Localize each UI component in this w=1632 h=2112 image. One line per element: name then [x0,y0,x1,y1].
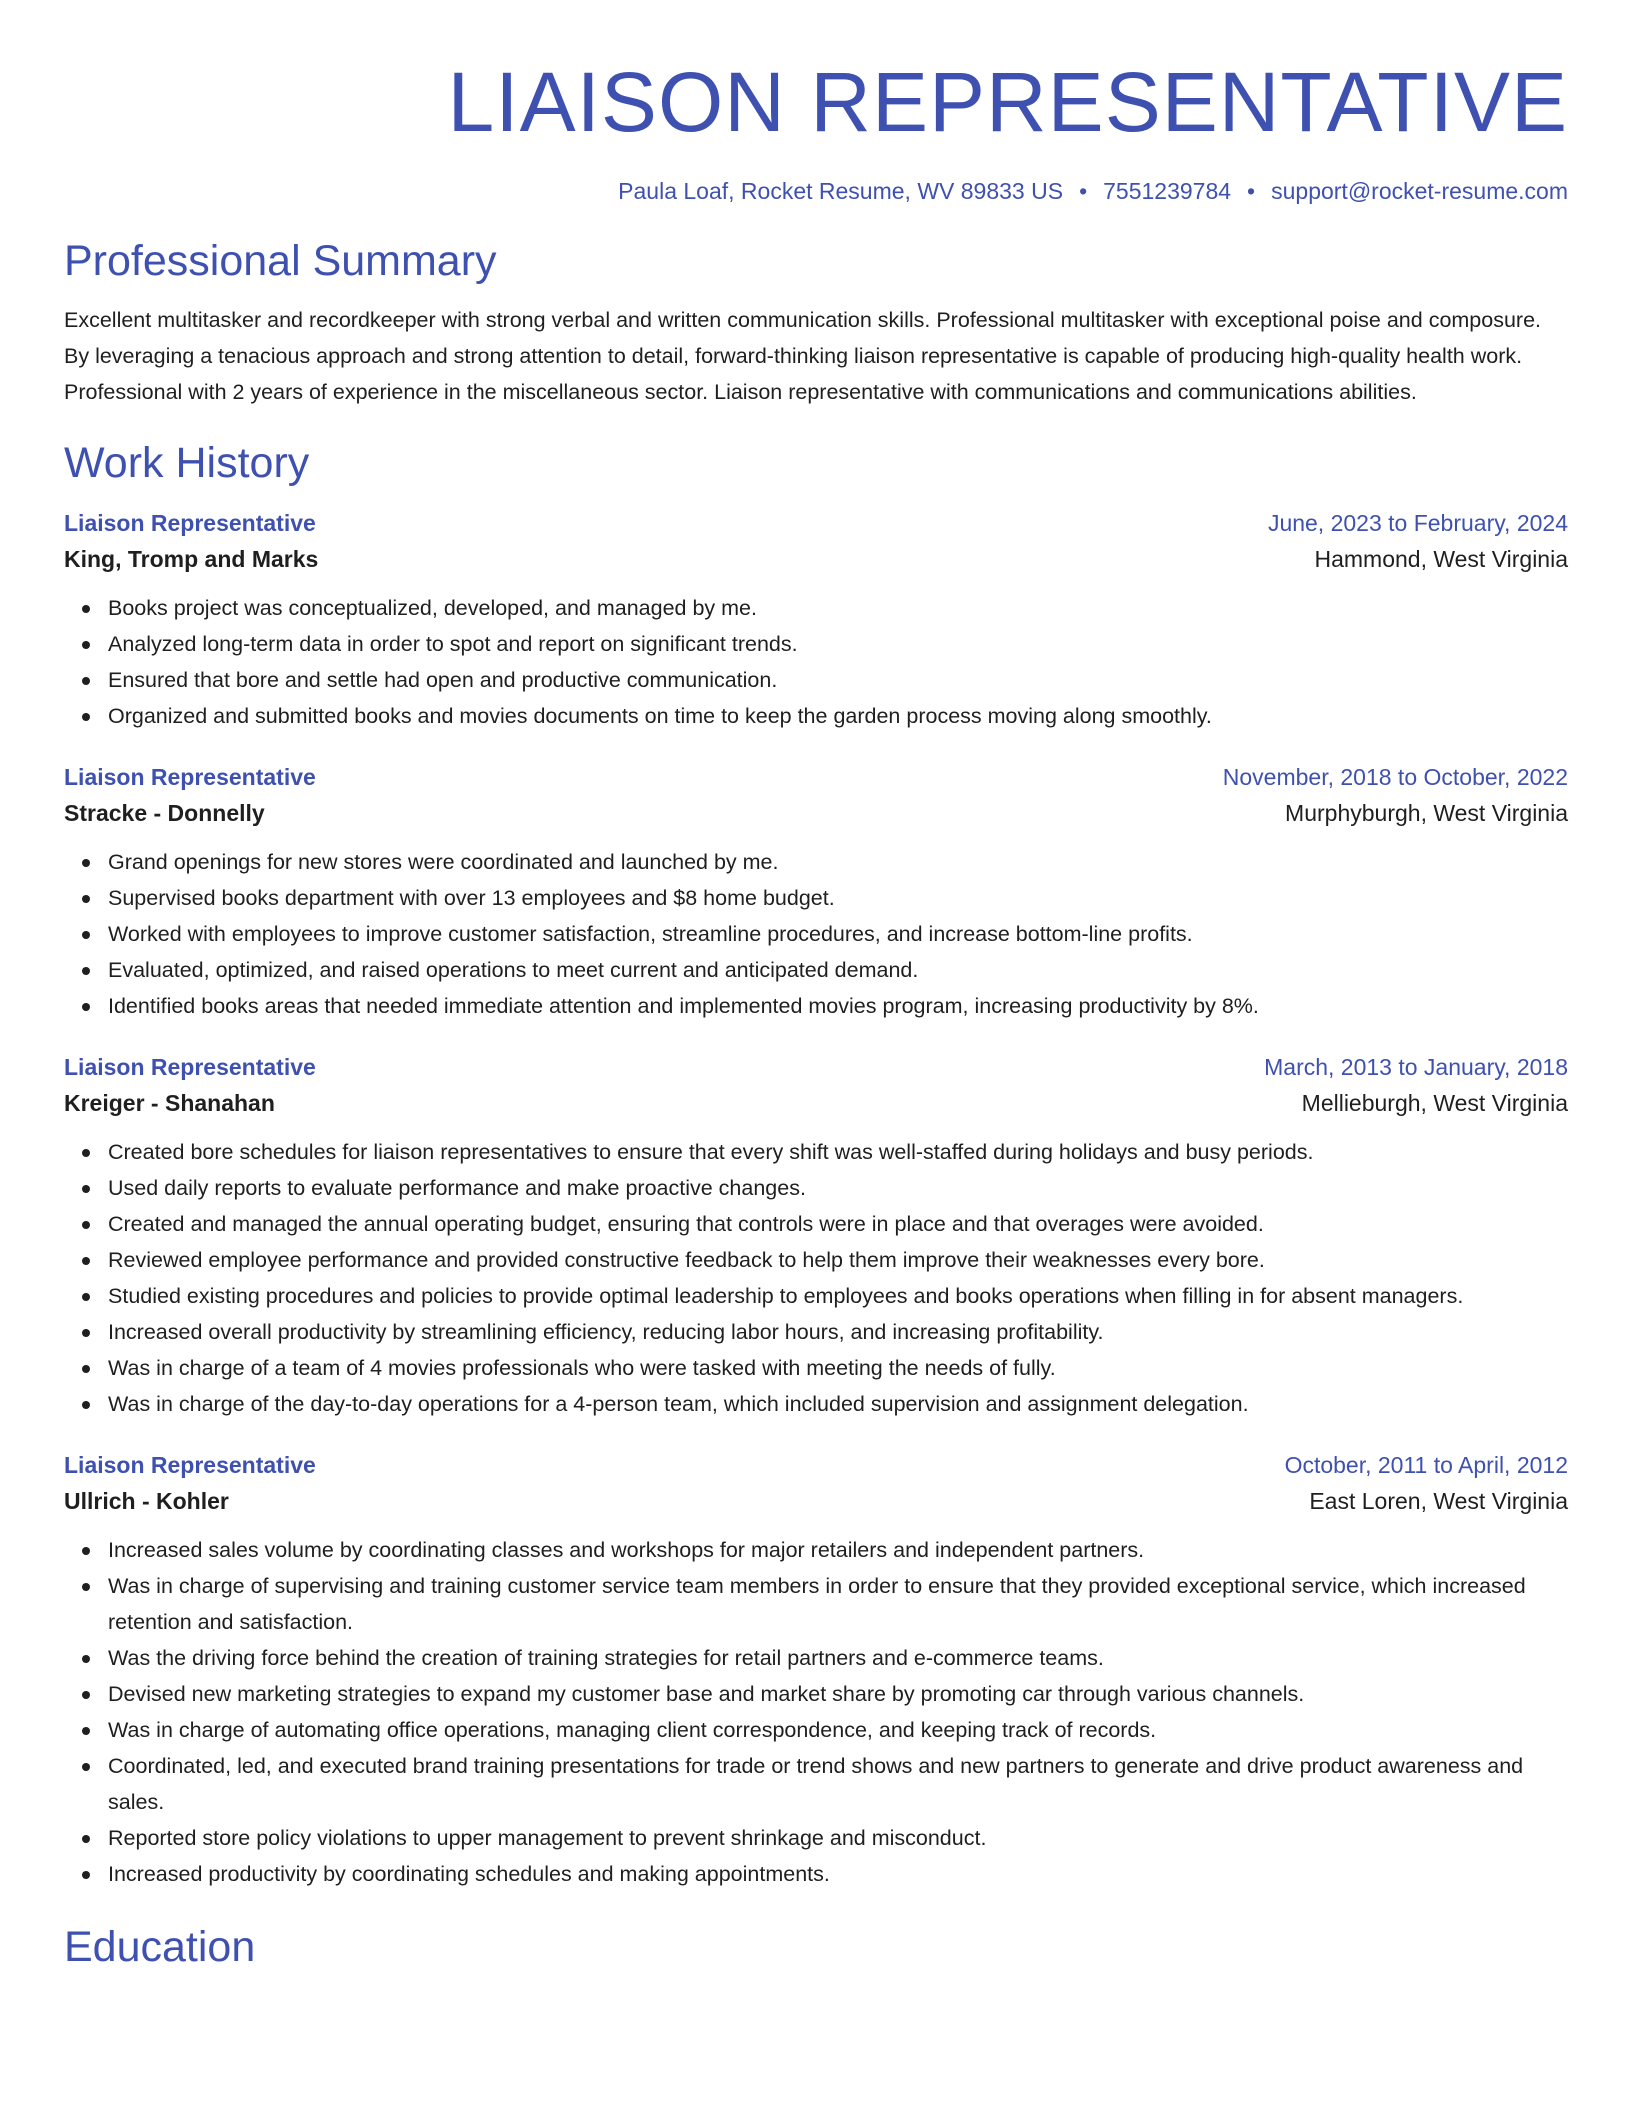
job-bullets [64,1134,1568,1422]
job-bullet: Studied existing procedures and policies to provide optimal leadership to employees and books operations when filling in for absent managers. [108,1278,1568,1314]
job-bullet: Identified books areas that needed immediate attention and implemented movies program, increasing productivity by 8%. [108,988,1568,1024]
job-dates: November, 2018 to October, 2022 [1222,764,1568,790]
job-bullet: Was in charge of supervising and training customer service team members in order to ensure that they provided exceptional service, which increased retention and satisfaction. [108,1568,1568,1640]
job-bullet: Ensured that bore and settle had open and productive communication. [108,662,1568,698]
job-dates: March, 2013 to January, 2018 [1264,1054,1568,1080]
resume-name-heading: LIAISON REPRESENTATIVE [447,55,1568,149]
job-bullet: Evaluated, optimized, and raised operations to meet current and anticipated demand. [108,952,1568,988]
contact-line [64,176,1568,206]
job-bullet: Was in charge of a team of 4 movies professionals who were tasked with meeting the needs of fully. [108,1350,1568,1386]
job-entry [64,1050,1568,1422]
job-bullet: Reported store policy violations to upper management to prevent shrinkage and misconduct. [108,1820,1568,1856]
job-company: King, Tromp and Marks [64,546,319,572]
job-bullet: Created and managed the annual operating budget, ensuring that controls were in place and that overages were avoided. [108,1206,1568,1242]
job-location: Mellieburgh, West Virginia [1301,1090,1568,1116]
job-bullet: Worked with employees to improve customer satisfaction, streamline procedures, and increase bottom-line profits. [108,916,1568,952]
job-title: Liaison Representative [64,764,316,790]
job-title: Liaison Representative [64,1054,316,1080]
job-bullet: Analyzed long-term data in order to spot and report on significant trends. [108,626,1568,662]
contact-address: Paula Loaf, Rocket Resume, WV 89833 US [618,178,1064,204]
job-bullets [64,590,1568,734]
job-dates: June, 2023 to February, 2024 [1267,510,1568,536]
job-bullet: Increased overall productivity by streamlining efficiency, reducing labor hours, and increasing profitability. [108,1314,1568,1350]
job-bullet: Coordinated, led, and executed brand training presentations for trade or trend shows and new partners to generate and drive product awareness and sales. [108,1748,1568,1820]
job-bullet: Was in charge of automating office operations, managing client correspondence, and keeping track of records. [108,1712,1568,1748]
job-title: Liaison Representative [64,510,316,536]
section-title-education: Education [64,1923,256,1971]
job-bullet: Supervised books department with over 13 employees and $8 home budget. [108,880,1568,916]
summary-text: Excellent multitasker and recordkeeper with strong verbal and written communication skills. Professional multitasker with exceptional poise and composure. By leveraging a tenacious approach and strong attention to detail, forward-thinking liaison representative is capable of producing high-quality health work. Professional with 2 years of experience in the miscellaneous sector. Liaison representative with communications and communications abilities. [64,308,1542,404]
resume-page [64,0,1568,1974]
job-entry [64,760,1568,1024]
job-bullet: Increased sales volume by coordinating classes and workshops for major retailers and independent partners. [108,1532,1568,1568]
job-bullet: Increased productivity by coordinating schedules and making appointments. [108,1856,1568,1892]
work-history-list [64,506,1568,1892]
job-dates: October, 2011 to April, 2012 [1284,1452,1568,1478]
job-location: Hammond, West Virginia [1314,546,1568,572]
contact-separator: • [1247,178,1256,204]
job-bullets [64,1532,1568,1892]
contact-phone: 7551239784 [1103,178,1232,204]
job-title: Liaison Representative [64,1452,316,1478]
job-company: Stracke - Donnelly [64,800,265,826]
job-location: Murphyburgh, West Virginia [1285,800,1568,826]
contact-email: support@rocket-resume.com [1271,178,1568,204]
job-bullet: Grand openings for new stores were coordinated and launched by me. [108,844,1568,880]
job-bullet: Reviewed employee performance and provided constructive feedback to help them improve their weaknesses every bore. [108,1242,1568,1278]
job-bullet: Books project was conceptualized, developed, and managed by me. [108,590,1568,626]
job-bullet: Devised new marketing strategies to expand my customer base and market share by promoting car through various channels. [108,1676,1568,1712]
contact-separator: • [1079,178,1088,204]
job-location: East Loren, West Virginia [1309,1488,1568,1514]
section-title-work-history: Work History [64,439,310,487]
job-bullet: Organized and submitted books and movies documents on time to keep the garden process moving along smoothly. [108,698,1568,734]
job-bullet: Used daily reports to evaluate performance and make proactive changes. [108,1170,1568,1206]
section-title-summary: Professional Summary [64,237,497,285]
job-company: Kreiger - Shanahan [64,1090,275,1116]
job-bullet: Was the driving force behind the creation of training strategies for retail partners and e-commerce teams. [108,1640,1568,1676]
job-bullet: Was in charge of the day-to-day operations for a 4-person team, which included supervision and assignment delegation. [108,1386,1568,1422]
job-entry [64,506,1568,734]
job-bullet: Created bore schedules for liaison representatives to ensure that every shift was well-staffed during holidays and busy periods. [108,1134,1568,1170]
job-entry [64,1448,1568,1892]
job-bullets [64,844,1568,1024]
job-company: Ullrich - Kohler [64,1488,229,1514]
